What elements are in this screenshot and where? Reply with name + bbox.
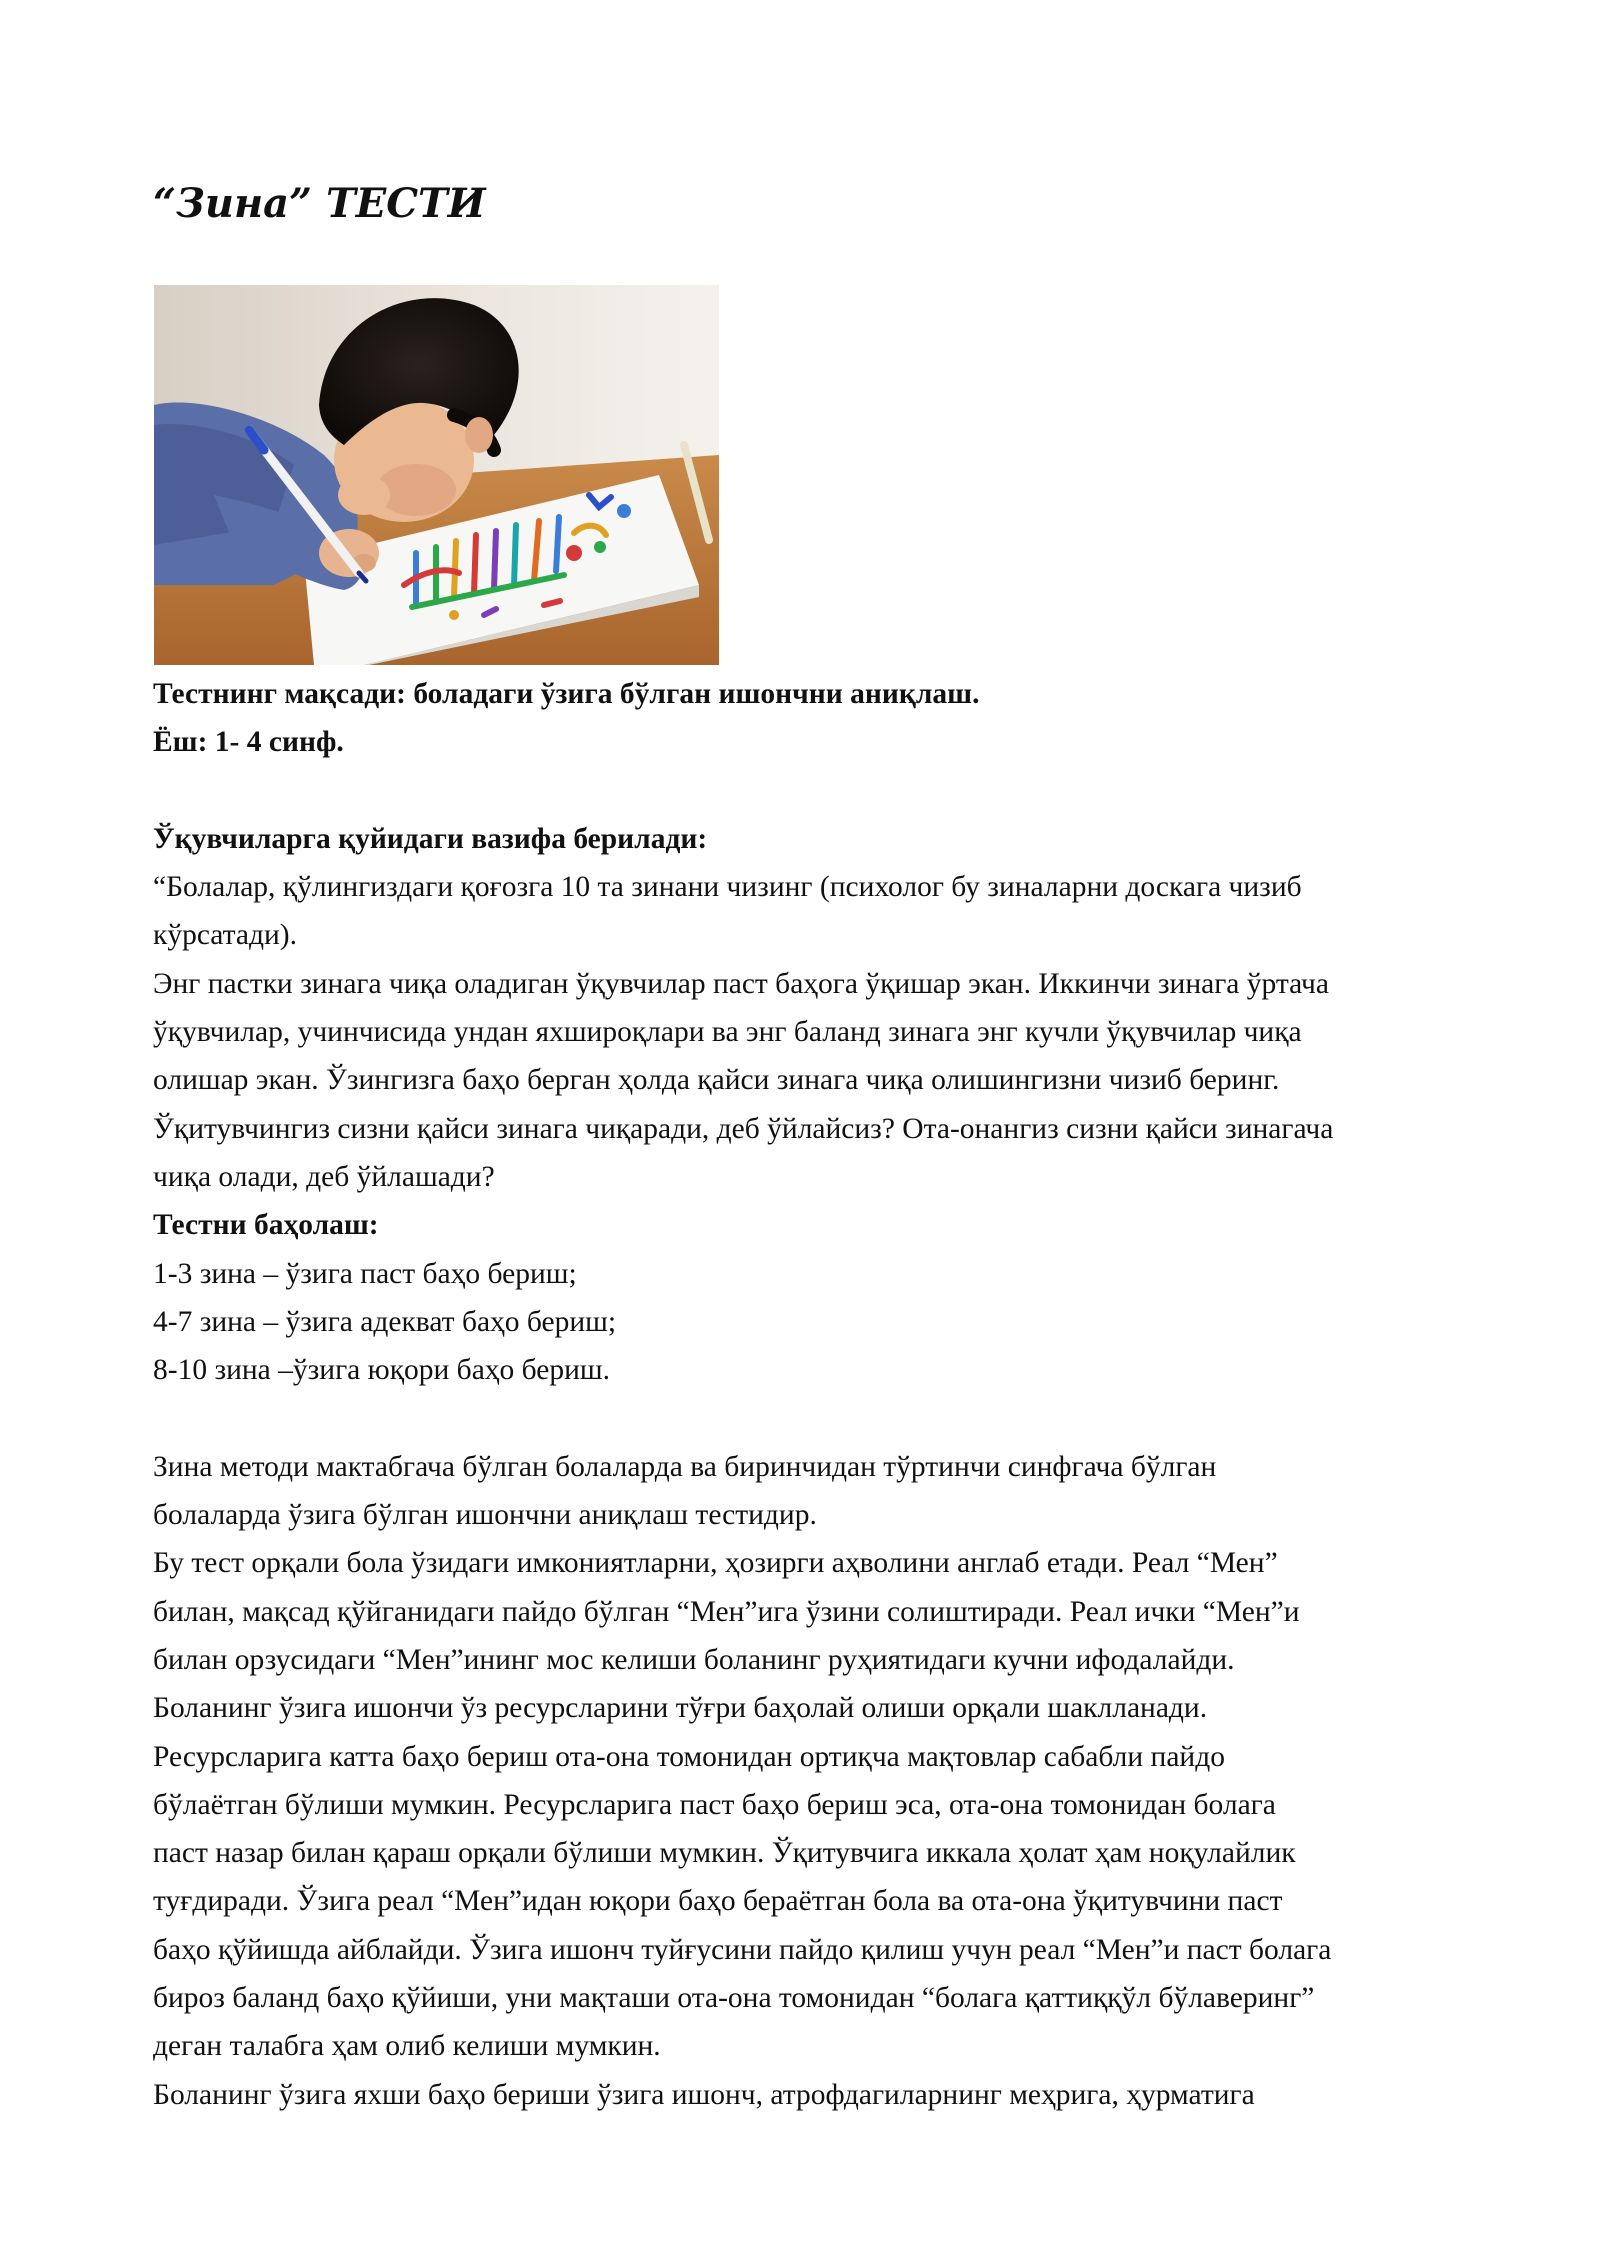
text-line: деган талабга ҳам олиб келиши мумкин. (153, 2030, 661, 2063)
text-line: баҳо қўйишда айблайди. Ўзига ишонч туйғусини пайдо қилиш учун реал “Мен”и паст болага (153, 1933, 1332, 1966)
text-line: чиқа олади, деб ўйлашади? (153, 1160, 495, 1193)
text-line: Тестни баҳолаш: (153, 1209, 379, 1242)
document-title: “Зина” ТЕСТИ (153, 180, 486, 227)
text-line: ўқувчилар, учинчисида ундан яхшироқлари ва энг баланд зинага энг кучли ўқувчилар чиқа (153, 1016, 1302, 1049)
text-line: кўрсатади). (153, 919, 297, 952)
text-line: бироз баланд баҳо қўйиши, уни мақташи ота-она томонидан “болага қаттиққўл бўлаверинг” (153, 1982, 1315, 2015)
child-drawing-photo (154, 285, 719, 665)
text-line: Боланинг ўзига яхши баҳо бериши ўзига ишонч, атрофдагиларнинг меҳрига, ҳурматига (153, 2078, 1255, 2111)
text-line: Ўқувчиларга қуйидаги вазифа берилади: (153, 822, 708, 855)
text-line: билан орзусидаги “Мен”ининг мос келиши боланинг руҳиятидаги кучни ифодалайди. (153, 1643, 1235, 1676)
blank-line (153, 1394, 1463, 1442)
text-line: 1-3 зина – ўзига паст баҳо бериш; (153, 1257, 577, 1290)
text-line: Ресурсларига катта баҳо бериш ота-она томонидан ортиқча мақтовлар сабабли пайдо (153, 1740, 1225, 1773)
text-line: Зина методи мактабгача бўлган болаларда ва биринчидан тўртинчи синфгача бўлган (153, 1450, 1217, 1483)
text-line: болаларда ўзига бўлган ишончни аниқлаш тестидир. (153, 1499, 817, 1532)
text-line: Ёш: 1- 4 синф. (153, 726, 344, 759)
document-body (153, 670, 1463, 2119)
text-line: Энг пастки зинага чиқа оладиган ўқувчилар паст баҳога ўқишар экан. Иккинчи зинага ўртача (153, 967, 1329, 1000)
text-line: 4-7 зина – ўзига адекват баҳо бериш; (153, 1305, 617, 1338)
text-line: “Болалар, қўлингиздаги қоғозга 10 та зинани чизинг (психолог бу зиналарни доскага чизиб (153, 871, 1302, 904)
text-line: туғдиради. Ўзига реал “Мен”идан юқори баҳо бераётган бола ва ота-она ўқитувчини паст (153, 1885, 1283, 1918)
text-line: олишар экан. Ўзингизга баҳо берган ҳолда қайси зинага чиқа олишингизни чизиб беринг. (153, 1064, 1280, 1097)
text-line: 8-10 зина –ўзига юқори баҳо бериш. (153, 1354, 611, 1387)
text-line: Ўқитувчингиз сизни қайси зинага чиқаради, деб ўйлайсиз? Ота-онангиз сизни қайси зинагача (153, 1112, 1334, 1145)
text-line: Боланинг ўзига ишончи ўз ресурсларини тўғри баҳолай олиши орқали шаклланади. (153, 1692, 1208, 1725)
text-line: бўлаётган бўлиши мумкин. Ресурсларига паст баҳо бериш эса, ота-она томонидан болага (153, 1788, 1276, 1821)
blank-line (153, 767, 1463, 815)
text-line: Тестнинг мақсади: боладаги ўзига бўлган ишончни аниқлаш. (153, 678, 980, 710)
text-line: Бу тест орқали бола ўзидаги имкониятларни, ҳозирги аҳволини англаб етади. Реал “Мен” (153, 1547, 1278, 1580)
text-line: паст назар билан қараш орқали бўлиши мумкин. Ўқитувчига иккала ҳолат ҳам ноқулайлик (153, 1837, 1296, 1870)
text-line: билан, мақсад қўйганидаги пайдо бўлган “Мен”ига ўзини солиштиради. Реал ички “Мен”и (153, 1595, 1300, 1628)
